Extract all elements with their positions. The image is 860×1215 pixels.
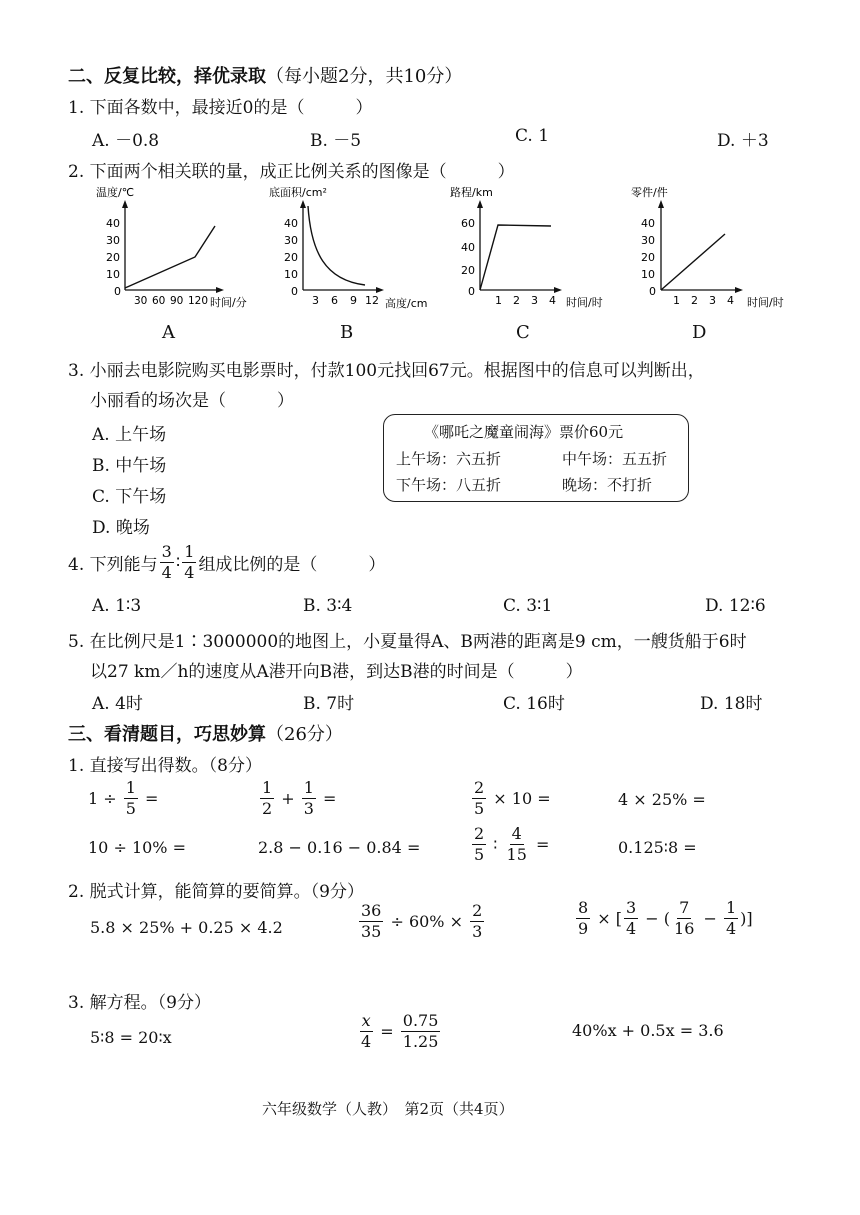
- section-3-points: （26分）: [266, 724, 343, 745]
- q4-f2-den: 4: [184, 563, 195, 582]
- graph-b-ytick: 30: [284, 234, 298, 247]
- calc-1-den: 5: [125, 799, 136, 818]
- calc-2-fraction-2: [302, 780, 316, 817]
- question-3-line-2: 小丽看的场次是（ ）: [90, 391, 294, 411]
- graph-b-curve: [308, 206, 365, 285]
- graph-d-ytick: 20: [641, 251, 655, 264]
- calc-3-den: 5: [474, 799, 485, 818]
- graph-a-xtick: 60: [152, 295, 166, 307]
- calc-2-f2-num: 1: [303, 778, 314, 797]
- section-2-heading: [68, 62, 462, 88]
- q3-option-d: D. 晚场: [92, 518, 150, 538]
- sc2-f2-num: 2: [472, 901, 483, 920]
- page-footer: 六年级数学（人教） 第2页（共4页）: [262, 1100, 514, 1118]
- graph-b-xtick: 12: [365, 294, 379, 307]
- graph-a-ytick: 10: [106, 268, 120, 281]
- sc2-fraction-1: [359, 903, 383, 940]
- ticket-noon: 中午场：五五折: [562, 450, 668, 468]
- part-2-heading: 2. 脱式计算，能简算的要简算。（9分）: [68, 882, 364, 902]
- sc3-fraction-1: [576, 900, 590, 937]
- calc-7-f1-den: 5: [474, 845, 485, 864]
- graph-a-xtick: 120: [188, 295, 209, 307]
- graph-d-xtick: 4: [727, 294, 734, 307]
- ticket-afternoon: 下午场：八五折: [396, 476, 502, 494]
- calc-2-op: +: [276, 789, 300, 808]
- equation-3: 40%x + 0.5x = 3.6: [572, 1021, 724, 1040]
- calc-3: [470, 780, 551, 817]
- sc3-f3-den: 16: [674, 919, 695, 938]
- calc-3-b: × 10 =: [488, 789, 551, 808]
- q3-option-b: B. 中午场: [92, 456, 167, 476]
- section-2-title: 二、反复比较，择优录取: [68, 66, 266, 87]
- section-3-heading: [68, 720, 343, 746]
- graph-c-letter: C: [516, 322, 530, 343]
- graph-b-ylabel: 底面积/cm²: [269, 186, 327, 199]
- graph-a-line: [125, 226, 215, 288]
- graph-d-xlabel: 时间/时: [747, 296, 784, 309]
- graph-c-xlabel: 时间/时: [566, 296, 603, 309]
- q3-option-c: C. 下午场: [92, 487, 167, 507]
- eq2-f2-num: 0.75: [402, 1011, 439, 1030]
- graph-d-ytick: 0: [649, 285, 656, 298]
- graph-b-x-arrow: [376, 287, 384, 293]
- graph-b-xtick: 3: [312, 294, 319, 307]
- sc3-f3-num: 7: [679, 898, 690, 917]
- calc-8: 0.125∶8 =: [618, 838, 697, 857]
- eq2-f2-den: 1.25: [402, 1032, 439, 1051]
- q1-option-b: B. －5: [310, 131, 362, 151]
- sc2-fraction-2: [470, 903, 484, 940]
- graph-b-ytick: 20: [284, 251, 298, 264]
- q5-option-a: A. 4时: [92, 694, 143, 714]
- q4-f1-den: 4: [161, 563, 172, 582]
- graph-a-ytick: 30: [106, 234, 120, 247]
- eq2-f1-den: 4: [361, 1032, 372, 1051]
- q5-option-b: B. 7时: [303, 694, 355, 714]
- graph-a-ytick: 0: [114, 285, 121, 298]
- calc-2-b: =: [317, 789, 337, 808]
- graph-c-x-arrow: [554, 287, 562, 293]
- ticket-box-title: 《哪吒之魔童闹海》票价60元: [424, 423, 624, 441]
- graph-d-ylabel: 零件/件: [631, 186, 668, 199]
- graph-c-xtick: 4: [549, 294, 556, 307]
- q1-option-a: A. －0.8: [92, 131, 160, 151]
- graph-c-xtick: 2: [513, 294, 520, 307]
- q4-fraction-1: [160, 544, 174, 581]
- graph-d-xtick: 3: [709, 294, 716, 307]
- sc3-f2-num: 3: [626, 898, 637, 917]
- stepwise-calc-3: [574, 900, 753, 937]
- q4-colon: ∶: [175, 552, 181, 573]
- graph-a-xlabel: 时间/分: [210, 296, 247, 309]
- part-1-heading: 1. 直接写出得数。（8分）: [68, 756, 262, 776]
- q4-option-c: C. 3∶1: [503, 596, 553, 616]
- sc3-fraction-2: [624, 900, 638, 937]
- graph-b-xtick: 6: [331, 294, 338, 307]
- sc3-b: − (: [640, 909, 671, 928]
- calc-7-f2-num: 4: [511, 824, 522, 843]
- ticket-evening: 晚场：不打折: [562, 476, 653, 494]
- calc-7: [470, 826, 549, 863]
- graph-c: [440, 182, 630, 312]
- sc3-f1-den: 9: [578, 919, 589, 938]
- q4-option-a: A. 1∶3: [92, 596, 142, 616]
- calc-7-fraction-1: [472, 826, 486, 863]
- question-2-text: 2. 下面两个相关联的量，成正比例关系的图像是（ ）: [68, 162, 515, 182]
- eq2-fraction-1: [359, 1013, 373, 1050]
- section-3-title: 三、看清题目，巧思妙算: [68, 724, 266, 745]
- part-3-heading: 3. 解方程。（9分）: [68, 993, 211, 1013]
- graph-a-letter: A: [162, 322, 175, 343]
- graph-c-ytick: 0: [468, 285, 475, 298]
- calc-7-f1-num: 2: [474, 824, 485, 843]
- graph-d: [625, 182, 815, 312]
- graph-b: [265, 182, 455, 312]
- q4-option-b: B. 3∶4: [303, 596, 353, 616]
- q4-f1-num: 3: [161, 542, 172, 561]
- graph-d-xtick: 2: [691, 294, 698, 307]
- q4-prefix: 4. 下列能与: [68, 555, 158, 575]
- question-3-line-1: 3. 小丽去电影院购买电影票时，付款100元找回67元。根据图中的信息可以判断出，: [68, 361, 705, 381]
- sc3-fraction-3: [672, 900, 696, 937]
- graph-d-y-arrow: [658, 200, 664, 208]
- sc3-fraction-4: [724, 900, 738, 937]
- eq2-f1-num: x: [361, 1011, 371, 1030]
- eq2-eq: =: [375, 1022, 399, 1041]
- q4-f2-num: 1: [184, 542, 195, 561]
- graph-c-xtick: 3: [531, 294, 538, 307]
- sc3-c: −: [698, 909, 722, 928]
- graph-b-ytick: 10: [284, 268, 298, 281]
- stepwise-calc-1: 5.8 × 25% + 0.25 × 4.2: [90, 918, 283, 937]
- question-5-line-2: 以27 km／h的速度从A港开向B港，到达B港的时间是（ ）: [90, 662, 583, 682]
- q5-option-c: C. 16时: [503, 694, 565, 714]
- calc-2: [258, 780, 336, 817]
- calc-4: 4 × 25% =: [618, 790, 706, 809]
- ticket-morning: 上午场：六五折: [396, 450, 502, 468]
- graph-a-xtick: 90: [170, 295, 184, 307]
- graph-b-letter: B: [340, 322, 354, 343]
- graph-d-ytick: 10: [641, 268, 655, 281]
- sc3-f2-den: 4: [626, 919, 637, 938]
- ticket-price-box: [383, 414, 689, 502]
- q4-suffix: 组成比例的是（ ）: [198, 555, 386, 575]
- calc-3-fraction: [472, 780, 486, 817]
- graph-a-ytick: 40: [106, 217, 120, 230]
- stepwise-calc-2: [357, 903, 486, 940]
- sc2-f1-den: 35: [361, 922, 382, 941]
- graph-c-xtick: 1: [495, 294, 502, 307]
- graph-d-letter: D: [692, 322, 707, 343]
- graph-b-y-arrow: [300, 200, 306, 208]
- graph-c-ytick: 60: [461, 217, 475, 230]
- section-2-points: （每小题2分，共10分）: [266, 66, 463, 87]
- graph-a: [80, 182, 270, 312]
- calc-7-f2-den: 15: [506, 845, 527, 864]
- graph-b-ytick: 0: [291, 285, 298, 298]
- graph-b-xlabel: 高度/cm: [385, 297, 428, 310]
- calc-1-num: 1: [125, 778, 136, 797]
- eq2-fraction-2: [401, 1013, 441, 1050]
- sc3-f4-den: 4: [725, 919, 737, 938]
- graph-c-ytick: 20: [461, 264, 475, 277]
- calc-5: 10 ÷ 10% =: [88, 838, 186, 857]
- equation-2: [357, 1013, 442, 1050]
- question-5-line-1: 5. 在比例尺是1∶3000000的地图上，小夏量得A、B两港的距离是9 cm，一艘货船于6时: [68, 632, 747, 652]
- q5-option-d: D. 18时: [700, 694, 763, 714]
- graph-c-ylabel: 路程/km: [450, 186, 493, 199]
- question-4-text: [68, 544, 385, 581]
- q1-option-d: D. ＋3: [717, 131, 769, 151]
- sc3-f1-num: 8: [578, 898, 589, 917]
- graph-b-xtick: 9: [350, 294, 357, 307]
- sc2-f1-num: 36: [361, 901, 382, 920]
- q1-option-c: C. 1: [515, 126, 550, 146]
- graph-a-xtick: 30: [134, 295, 148, 307]
- question-1-text: 1. 下面各数中，最接近0的是（ ）: [68, 98, 373, 118]
- calc-1-a: 1 ÷: [88, 789, 122, 808]
- calc-7-fraction-2: [505, 826, 529, 863]
- calc-2-fraction-1: [260, 780, 274, 817]
- sc3-f4-num: 1: [725, 898, 737, 917]
- graph-a-ytick: 20: [106, 251, 120, 264]
- calc-1-fraction: [124, 780, 138, 817]
- equation-1: 5∶8 = 20∶x: [90, 1028, 172, 1047]
- calc-2-f2-den: 3: [303, 799, 314, 818]
- q4-option-d: D. 12∶6: [705, 596, 766, 616]
- sc3-d: )]: [740, 909, 753, 928]
- graph-a-y-arrow: [122, 200, 128, 208]
- calc-7-b: =: [530, 835, 550, 854]
- calc-7-op: ∶: [488, 835, 503, 854]
- graph-d-ytick: 30: [641, 234, 655, 247]
- calc-2-f1-num: 1: [262, 778, 273, 797]
- calc-2-f1-den: 2: [262, 799, 273, 818]
- graph-c-line: [480, 225, 551, 290]
- graph-a-ylabel: 温度/℃: [96, 186, 135, 199]
- graph-d-line: [661, 234, 725, 290]
- graph-c-y-arrow: [477, 200, 483, 208]
- graph-d-ytick: 40: [641, 217, 655, 230]
- graph-c-ytick: 40: [461, 241, 475, 254]
- sc3-a: × [: [592, 909, 623, 928]
- q3-option-a: A. 上午场: [92, 425, 167, 445]
- calc-6: 2.8 − 0.16 − 0.84 =: [258, 838, 421, 857]
- sc2-mid: ÷ 60% ×: [385, 912, 469, 931]
- graph-b-ytick: 40: [284, 217, 298, 230]
- calc-1: [88, 780, 158, 817]
- graph-d-x-arrow: [735, 287, 743, 293]
- q4-fraction-2: [182, 544, 196, 581]
- calc-1-b: =: [139, 789, 159, 808]
- graph-a-x-arrow: [216, 287, 224, 293]
- calc-3-num: 2: [474, 778, 485, 797]
- graph-d-xtick: 1: [673, 294, 680, 307]
- sc2-f2-den: 3: [472, 922, 483, 941]
